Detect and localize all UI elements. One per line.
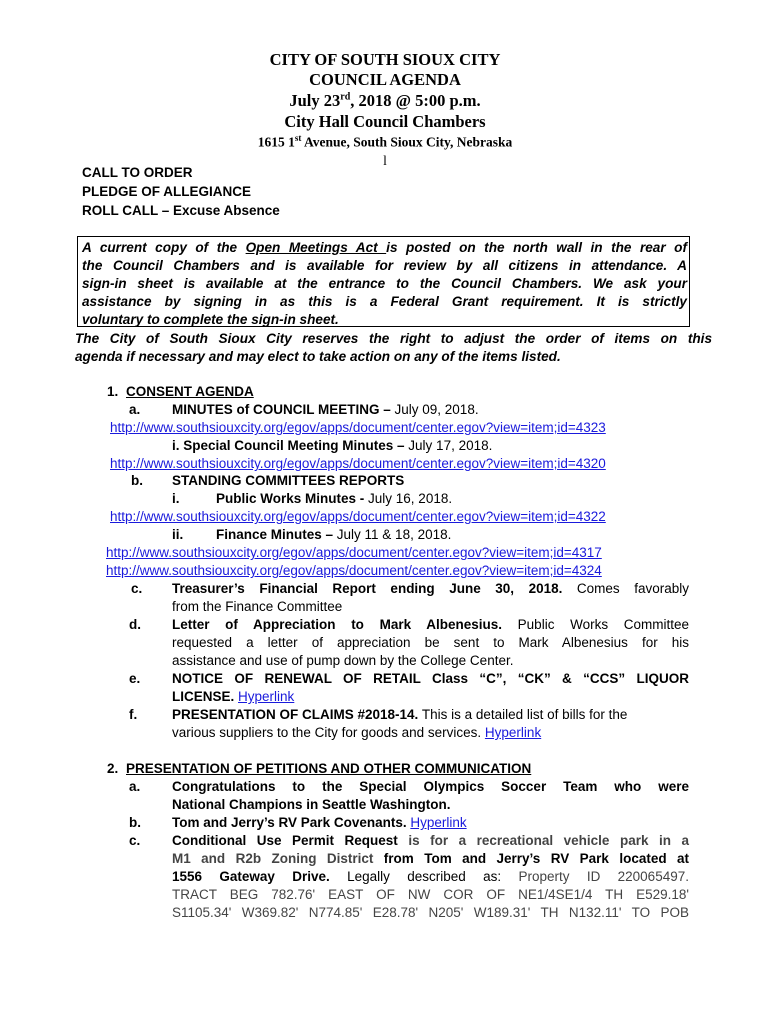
conditional-use-permit-line3: 1556 Gateway Drive. Legally described as: Property ID 220065497. bbox=[172, 869, 689, 884]
letter-of-appreciation: Letter of Appreciation to Mark Albenesius. Public Works Committee bbox=[172, 617, 689, 632]
special-olympics-congrats: Congratulations to the Special Olympics Soccer Team who were bbox=[172, 779, 689, 794]
open-meetings-act-link[interactable]: Open Meetings Act bbox=[245, 240, 387, 255]
meeting-date: July 23rd, 2018 @ 5:00 p.m. bbox=[289, 91, 481, 110]
special-olympics-congrats-line2: National Champions in Seattle Washington. bbox=[172, 797, 451, 812]
letter-of-appreciation-line3: assistance and use of pump down by the College Center. bbox=[172, 653, 514, 668]
reserve-line-2: agenda if necessary and may elect to take action on any of the items listed. bbox=[75, 349, 561, 364]
minutes-link-4320[interactable]: http://www.southsiouxcity.org/egov/apps/document/center.egov?view=item;id=4320 bbox=[110, 456, 606, 471]
standing-committees-title: STANDING COMMITTEES REPORTS bbox=[172, 473, 405, 488]
minutes-link-4322[interactable]: http://www.southsiouxcity.org/egov/apps/document/center.egov?view=item;id=4322 bbox=[110, 509, 606, 524]
minutes-council-meeting: MINUTES of COUNCIL MEETING – July 09, 2018. bbox=[172, 402, 479, 417]
notice-line-2: the Council Chambers and is available for review by all citizens in attendance. A bbox=[82, 258, 687, 273]
item-num-i: i. bbox=[172, 491, 180, 506]
conditional-use-permit-line2: M1 and R2b Zoning District from Tom and Jerry’s RV Park located at bbox=[172, 851, 689, 866]
public-works-minutes: Public Works Minutes - July 16, 2018. bbox=[216, 491, 453, 506]
minutes-link-4323[interactable]: http://www.southsiouxcity.org/egov/apps/document/center.egov?view=item;id=4323 bbox=[110, 420, 606, 435]
presentation-of-claims-line2: various suppliers to the City for goods and services. Hyperlink bbox=[172, 725, 542, 740]
minutes-link-4317[interactable]: http://www.southsiouxcity.org/egov/apps/document/center.egov?view=item;id=4317 bbox=[106, 545, 602, 560]
petition-letter-c: c. bbox=[129, 833, 141, 848]
treasurer-report-cont: from the Finance Committee bbox=[172, 599, 343, 614]
meeting-location: City Hall Council Chambers bbox=[284, 112, 486, 131]
item-letter-b: b. bbox=[131, 473, 143, 488]
liquor-license-hyperlink[interactable]: Hyperlink bbox=[238, 689, 295, 704]
petition-letter-a: a. bbox=[129, 779, 141, 794]
petitions-number: 2. bbox=[107, 761, 119, 776]
minutes-link-4324[interactable]: http://www.southsiouxcity.org/egov/apps/document/center.egov?view=item;id=4324 bbox=[106, 563, 602, 578]
item-letter-e: e. bbox=[129, 671, 141, 686]
presentation-of-claims: PRESENTATION OF CLAIMS #2018-14. This is a detailed list of bills for the bbox=[172, 707, 628, 722]
consent-number: 1. bbox=[107, 384, 119, 399]
rv-park-covenants-hyperlink[interactable]: Hyperlink bbox=[410, 815, 467, 830]
treasurer-report: Treasurer’s Financial Report ending June 30, 2018. Comes favorably bbox=[172, 581, 689, 596]
special-council-minutes: i. Special Council Meeting Minutes – July 17, 2018. bbox=[172, 438, 493, 453]
reserve-line-1: The City of South Sioux City reserves the right to adjust the order of items on this bbox=[75, 331, 712, 346]
letter-of-appreciation-line2: requested a letter of appreciation be sent to Mark Albenesius for his bbox=[172, 635, 689, 650]
consent-agenda-title: CONSENT AGENDA bbox=[126, 384, 254, 399]
agenda-title: COUNCIL AGENDA bbox=[309, 70, 461, 89]
legal-description-line2: S1105.34' W369.82' N774.85' E28.78' N205' W189.31' TH N132.11' TO POB bbox=[172, 905, 689, 920]
finance-minutes: Finance Minutes – July 11 & 18, 2018. bbox=[216, 527, 452, 542]
liquor-license-notice-line2: LICENSE. Hyperlink bbox=[172, 689, 295, 704]
item-num-ii: ii. bbox=[172, 527, 184, 542]
roll-call: ROLL CALL – Excuse Absence bbox=[82, 203, 280, 218]
item-letter-a: a. bbox=[129, 402, 141, 417]
item-letter-c: c. bbox=[131, 581, 143, 596]
item-letter-d: d. bbox=[129, 617, 141, 632]
notice-line-1: A current copy of the Open Meetings Act is posted on the north wall in the rear of bbox=[82, 240, 687, 255]
meeting-address: 1615 1st Avenue, South Sioux City, Nebraska bbox=[257, 133, 513, 150]
petition-letter-b: b. bbox=[129, 815, 141, 830]
conditional-use-permit: Conditional Use Permit Request is for a recreational vehicle park in a bbox=[172, 833, 689, 848]
liquor-license-notice: NOTICE OF RENEWAL OF RETAIL Class “C”, “CK” & “CCS” LIQUOR bbox=[172, 671, 689, 686]
page-mark: l bbox=[383, 153, 387, 168]
notice-line-4: assistance by signing in as this is a Federal Grant requirement. It is strictly bbox=[82, 294, 687, 309]
petitions-title: PRESENTATION OF PETITIONS AND OTHER COMMUNICATION bbox=[126, 761, 532, 776]
rv-park-covenants: Tom and Jerry’s RV Park Covenants. Hyperlink bbox=[172, 815, 467, 830]
city-title: CITY OF SOUTH SIOUX CITY bbox=[269, 50, 501, 69]
pledge-of-allegiance: PLEDGE OF ALLEGIANCE bbox=[82, 184, 252, 199]
item-letter-f: f. bbox=[129, 707, 138, 722]
notice-line-3: sign-in sheet is available at the entrance to the Council Chambers. We ask your bbox=[82, 276, 687, 291]
notice-line-5: voluntary to complete the sign-in sheet. bbox=[82, 312, 339, 327]
call-to-order: CALL TO ORDER bbox=[82, 165, 193, 180]
legal-description-line1: TRACT BEG 782.76' EAST OF NW COR OF NE1/4SE1/4 TH E529.18' bbox=[172, 887, 689, 902]
claims-hyperlink[interactable]: Hyperlink bbox=[484, 725, 542, 740]
